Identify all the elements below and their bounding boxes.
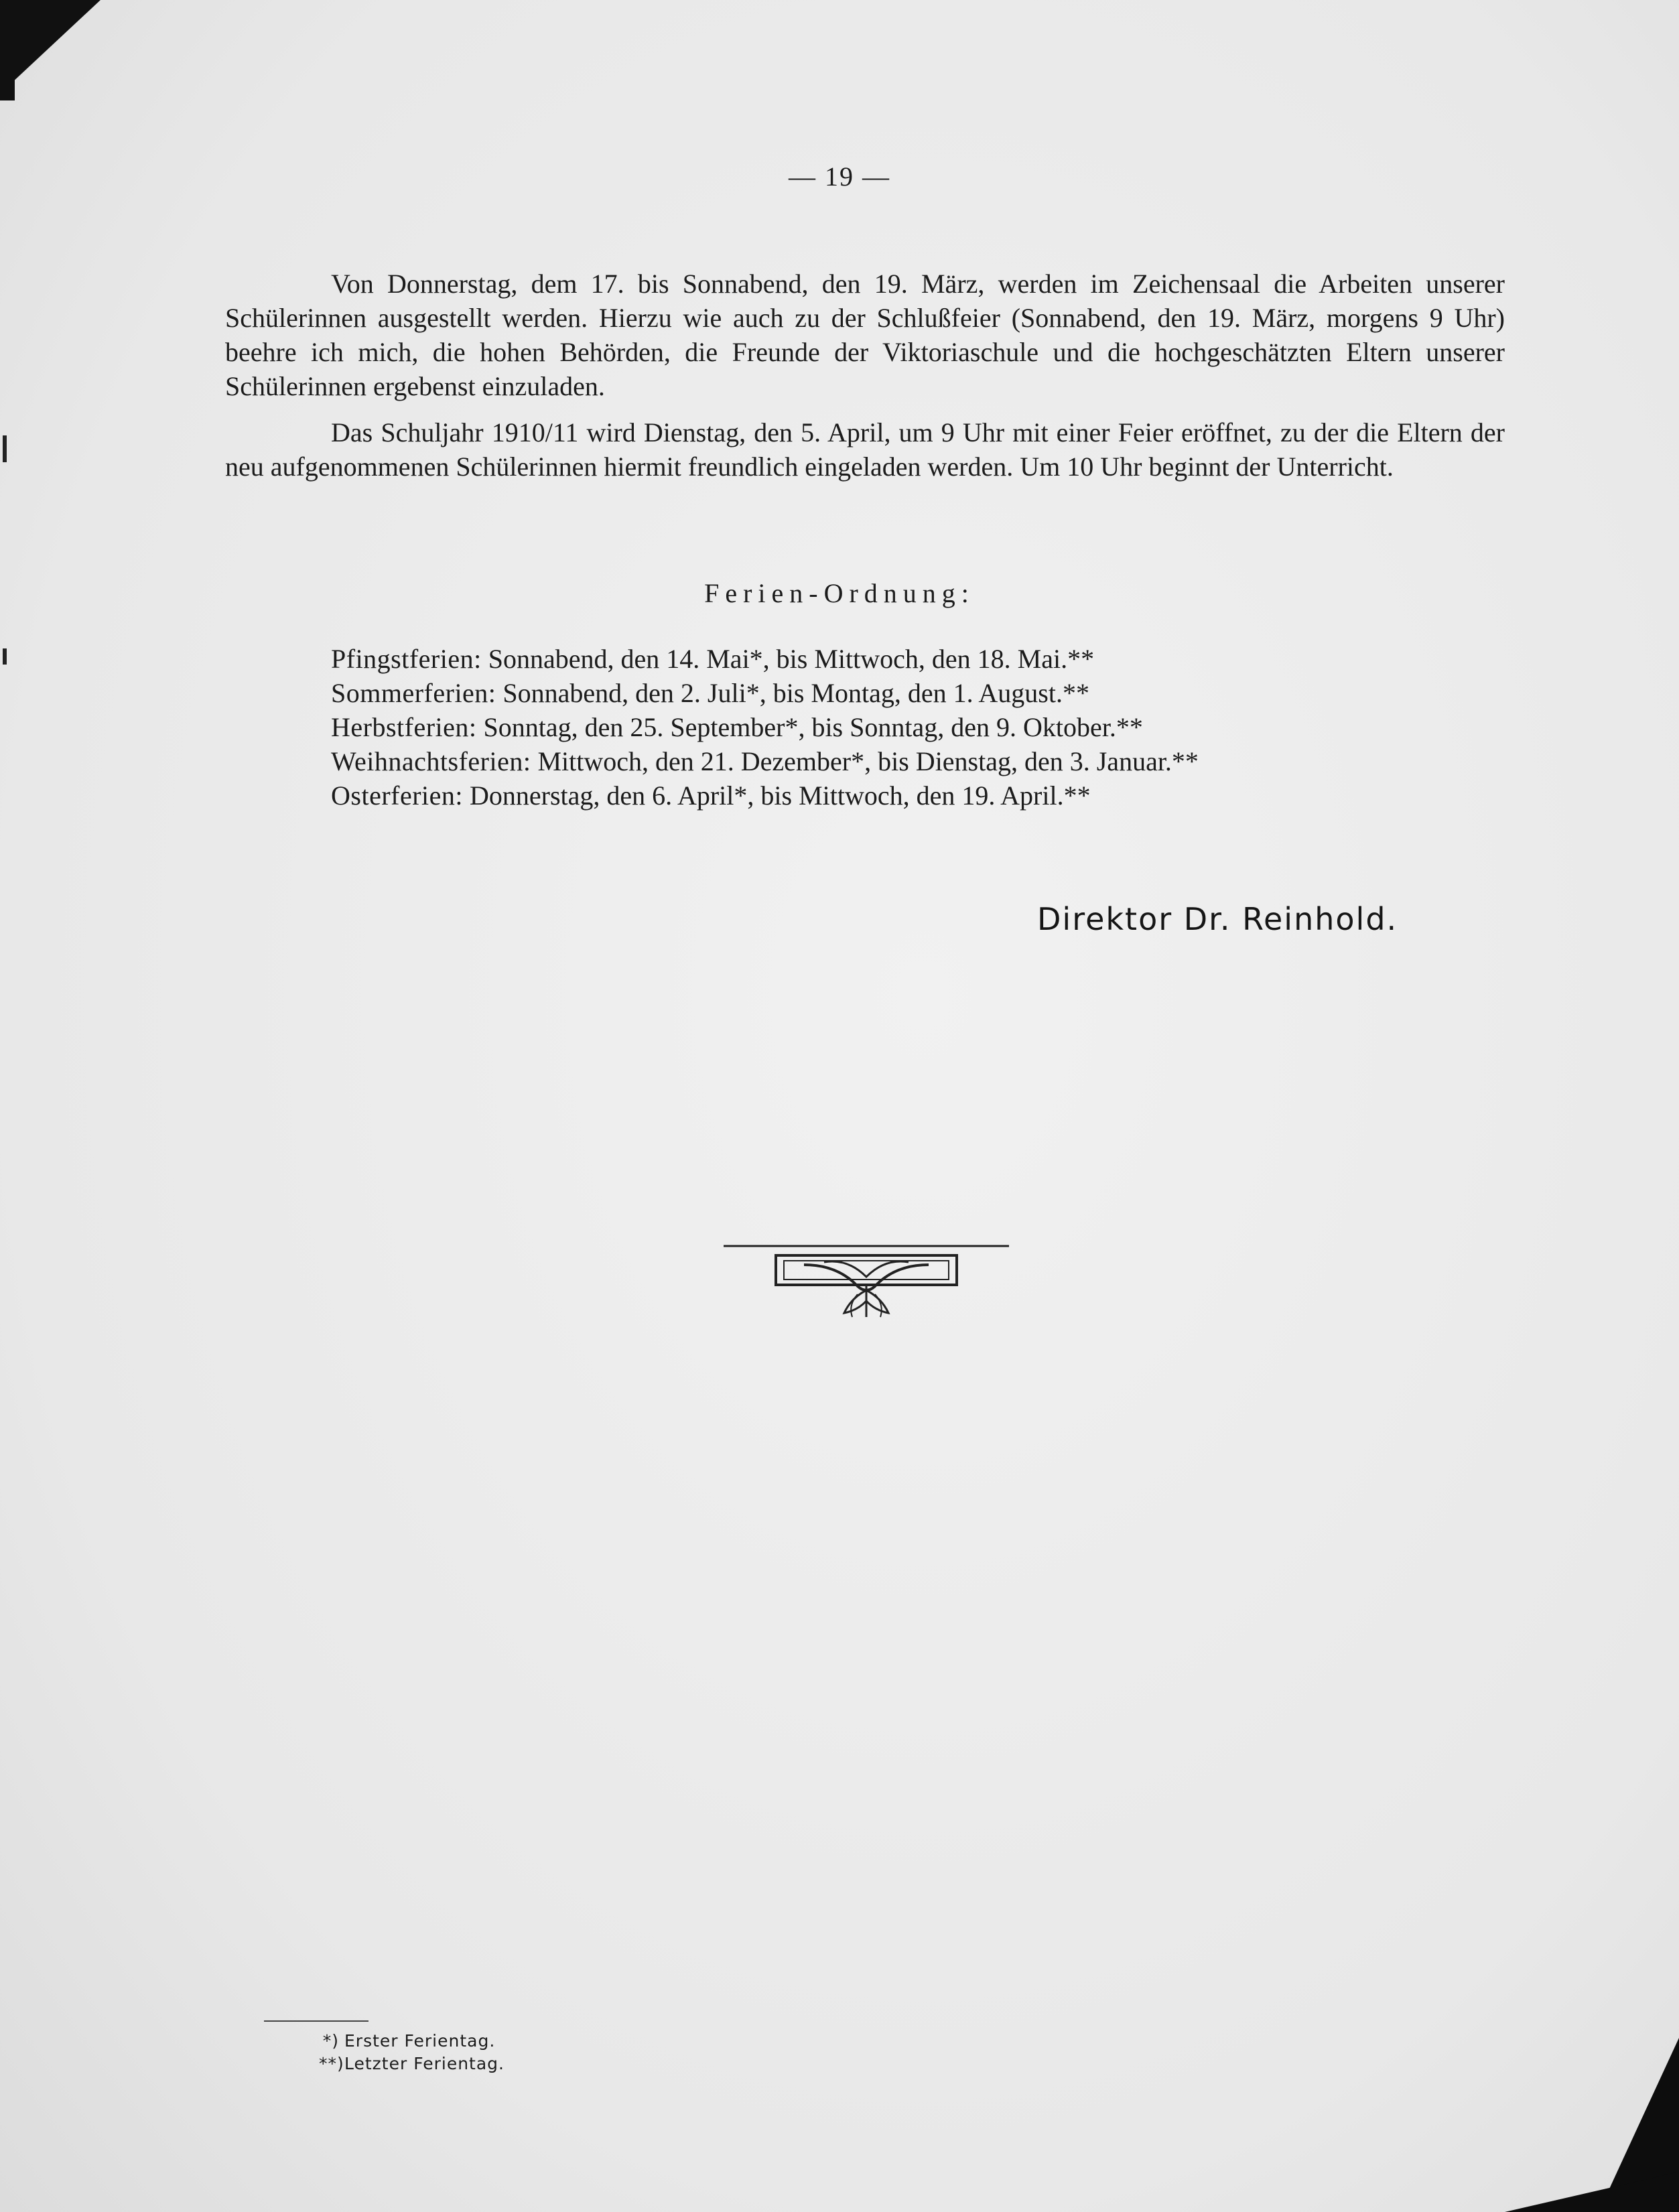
torn-edge-top-left <box>0 0 15 100</box>
footnote <box>319 2030 505 2053</box>
holiday-name: Pfingstferien: <box>331 644 482 674</box>
paragraph-text: Das Schuljahr 1910/11 wird Dienstag, den 5. April, um 9 Uhr mit einer Feier eröffnet, zu der die Eltern der neu aufgenommenen Schülerinnen hiermit freundlich eingeladen werden. Um 10 Uhr beginnt der Unterricht. <box>225 417 1505 482</box>
list-item <box>331 642 1470 676</box>
holiday-name: Weihnachtsferien: <box>331 746 531 776</box>
page-number: — 19 — <box>789 161 890 192</box>
holiday-list <box>331 642 1470 813</box>
holiday-heading: Ferien-Ordnung: <box>704 578 975 608</box>
holiday-name: Sommerferien: <box>331 678 496 708</box>
footnote-text: Erster Ferientag. <box>344 2031 496 2051</box>
torn-edge-bottom-right <box>1505 2172 1679 2212</box>
list-item <box>331 676 1470 710</box>
paragraph-school-year <box>225 415 1505 484</box>
binding-mark <box>3 648 7 665</box>
list-item <box>331 778 1470 813</box>
holiday-dates: Sonnabend, den 14. Mai*, bis Mittwoch, den 18. Mai.** <box>488 644 1095 674</box>
footnote <box>319 2053 505 2075</box>
signature: Direktor Dr. Reinhold. <box>1037 901 1398 937</box>
holiday-name: Osterferien: <box>331 780 464 811</box>
footnotes <box>319 2030 505 2075</box>
footnote-text: Letzter Ferientag. <box>344 2054 505 2073</box>
ornament-divider-icon <box>724 1238 1009 1325</box>
holiday-dates: Sonntag, den 25. September*, bis Sonntag, den 9. Oktober.** <box>483 712 1143 742</box>
paragraph-exhibition <box>225 267 1505 403</box>
footnote-mark: **) <box>319 2054 344 2073</box>
list-item <box>331 744 1470 778</box>
holiday-dates: Mittwoch, den 21. Dezember*, bis Dienstag, den 3. Januar.** <box>537 746 1199 776</box>
paragraph-text: Von Donnerstag, dem 17. bis Sonnabend, den 19. März, werden im Zeichensaal die Arbeiten unserer Schülerinnen ausgestellt werden. Hierzu wie auch zu der Schlußfeier (Sonnabend, den 19. März, morgens 9 Uhr) beehre ich mich, die hohen Behörden, die Freunde der Viktoriaschule und die hochgeschätzten Eltern unserer Schülerinnen ergebenst einzuladen. <box>225 269 1505 401</box>
binding-mark <box>3 435 7 462</box>
holiday-dates: Donnerstag, den 6. April*, bis Mittwoch, den 19. April.** <box>470 780 1091 811</box>
list-item <box>331 710 1470 744</box>
torn-corner-top-left <box>0 0 100 94</box>
holiday-dates: Sonnabend, den 2. Juli*, bis Montag, den 1. August.** <box>502 678 1089 708</box>
footnote-mark: *) <box>322 2031 339 2051</box>
holiday-name: Herbstferien: <box>331 712 477 742</box>
footnote-divider <box>264 2020 368 2022</box>
